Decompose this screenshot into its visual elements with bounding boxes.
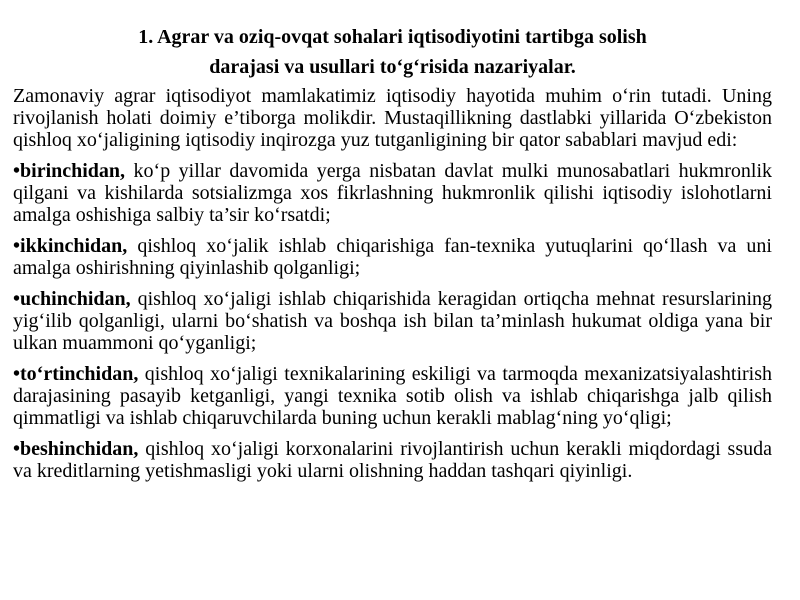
heading-line-1: 1. Agrar va oziq-ovqat sohalari iqtisodiyotini tartibga solish (138, 26, 647, 48)
reason-text: qishloq xo‘jaligi texnikalarining eskiligi va tarmoqda mexanizatsiyalashtirish darajasining pasayib ketganligi, yangi texnika sotib olish va ishlab chiqarishga jalb qilish qimmatligi va ishlab chiqaruvchilarda buning uchun kerakli mablag‘ning yo‘qligi; (13, 363, 772, 429)
reason-text: qishloq xo‘jalik ishlab chiqarishiga fan-texnika yutuqlarini qo‘llash va uni amalga oshirishning qiyinlashib qolganligi; (13, 235, 772, 279)
reason-item-1 (13, 160, 772, 226)
section-heading (13, 22, 772, 82)
reason-item-4 (13, 363, 772, 429)
reason-lead: ikkinchidan, (20, 235, 128, 257)
reason-item-2 (13, 235, 772, 279)
reason-text: qishloq xo‘jaligi ishlab chiqarishida keragidan ortiqcha mehnat resurslarining yig‘ilib qolganligi, ularni bo‘shatish va boshqa ish bilan ta’minlash hukumat oldiga yana bir ulkan muammoni qo‘yganligi; (13, 288, 772, 354)
intro-paragraph: Zamonaviy agrar iqtisodiyot mamlakatimiz iqtisodiy hayotida muhim o‘rin tutadi. Uning rivojlanish holati doimiy e’tiborga molikdir. Mustaqillikning dastlabki yillarida O‘zbekiston qishloq xo‘jaligining iqtisodiy inqirozga yuz tutganligining bir qator sabablari mavjud edi: (13, 85, 772, 151)
reason-item-5 (13, 438, 772, 482)
bullet-icon: • (13, 288, 21, 310)
reason-text: qishloq xo‘jaligi korxonalarini rivojlantirish uchun kerakli miqdordagi ssuda va kreditlarning yetishmasligi yoki ularni olishning haddan tashqari qiyinligi. (13, 438, 772, 482)
reason-lead: uchinchidan, (20, 288, 131, 310)
reason-lead: to‘rtinchidan, (20, 363, 139, 385)
reason-item-3 (13, 288, 772, 354)
reason-lead: beshinchidan, (20, 438, 139, 460)
bullet-icon: • (13, 235, 21, 257)
reason-text: ko‘p yillar davomida yerga nisbatan davlat mulki munosabatlari hukmronlik qilgani va kishilarda sotsializmga xos fikrlashning hukmronlik qilishi iqtisodiy islohotlarni amalga oshishiga salbiy ta’sir ko‘rsatdi; (13, 160, 772, 226)
bullet-icon: • (13, 438, 21, 460)
bullet-icon: • (13, 363, 21, 385)
reason-lead: birinchidan, (20, 160, 126, 182)
bullet-icon: • (13, 160, 21, 182)
heading-line-2: darajasi va usullari to‘g‘risida nazariyalar. (209, 56, 576, 78)
